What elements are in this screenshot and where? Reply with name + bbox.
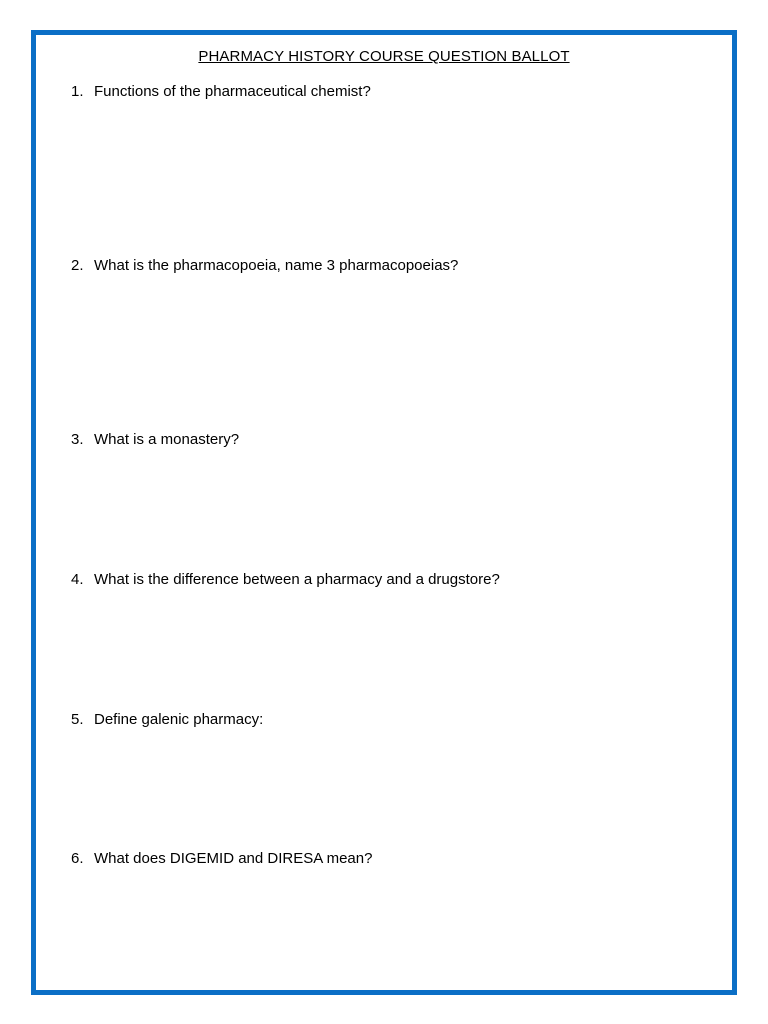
page-border — [31, 30, 737, 995]
question-text: Define galenic pharmacy: — [94, 711, 264, 728]
question-number: 6. — [71, 850, 84, 867]
question-3 — [71, 431, 239, 449]
question-number: 5. — [71, 711, 84, 728]
question-text: What is the pharmacopoeia, name 3 pharmacopoeias? — [94, 257, 459, 274]
question-5 — [71, 711, 263, 729]
question-1 — [71, 83, 371, 101]
question-6 — [71, 850, 372, 868]
question-text: What does DIGEMID and DIRESA mean? — [94, 850, 373, 867]
question-text: What is the difference between a pharmacy and a drugstore? — [94, 571, 500, 588]
question-4 — [71, 571, 500, 589]
question-2 — [71, 257, 458, 275]
question-text: Functions of the pharmaceutical chemist? — [94, 83, 371, 100]
document-title: PHARMACY HISTORY COURSE QUESTION BALLOT — [198, 48, 570, 65]
question-number: 3. — [71, 431, 84, 448]
question-text: What is a monastery? — [94, 431, 240, 448]
question-number: 1. — [71, 83, 84, 100]
question-number: 2. — [71, 257, 84, 274]
question-number: 4. — [71, 571, 84, 588]
